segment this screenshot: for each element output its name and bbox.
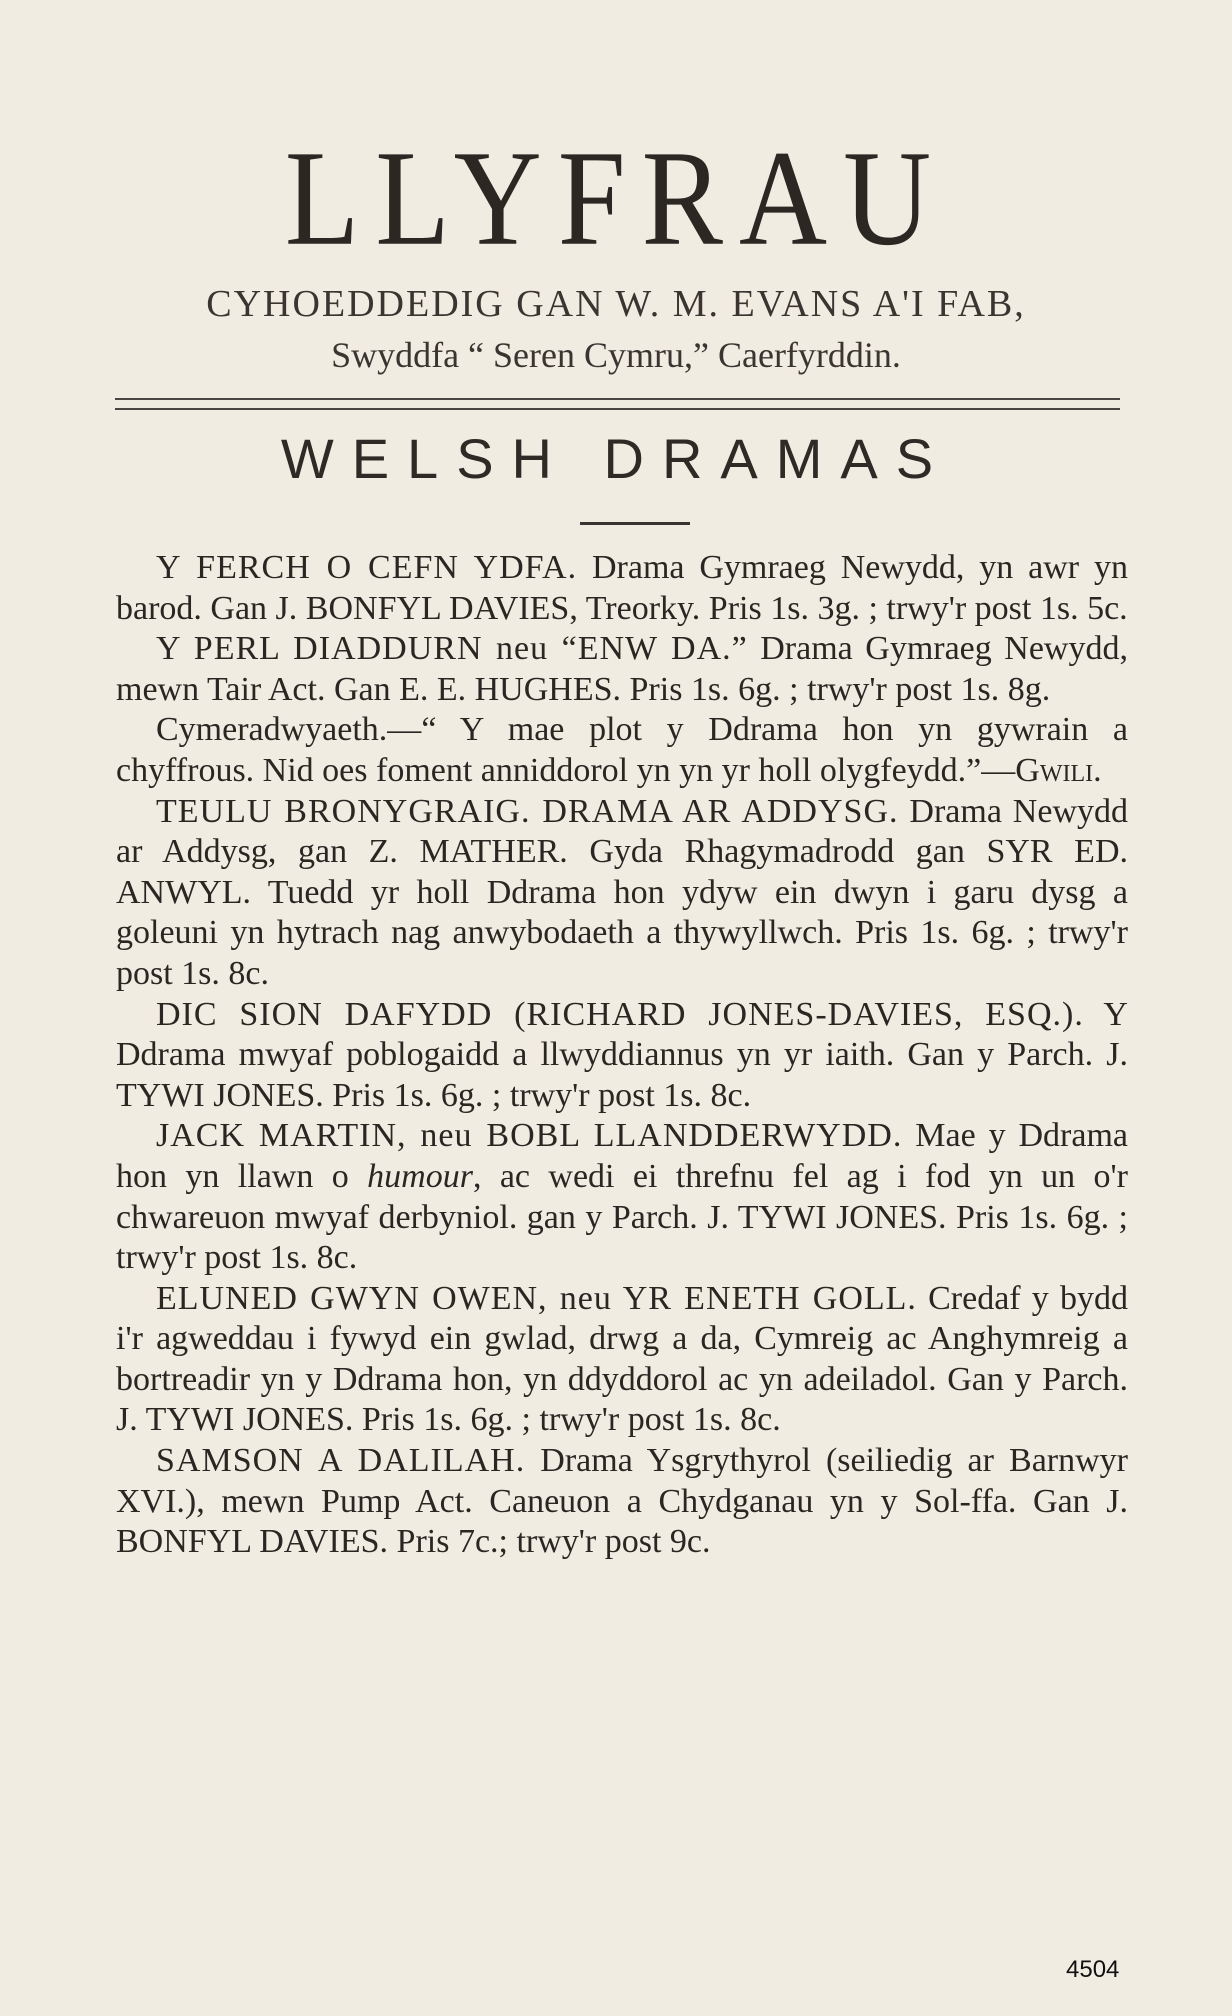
drama-description: Credaf y bydd i'r agweddau i fywyd ein gwlad, drwg a da, Cymreig ac Anghymreig a bortreadir yn y Ddrama hon, yn ddyddorol ac yn adeiladol. Gan y Parch. J. TYWI JONES. Pris 1s. 6g. ; trwy'r post 1s. 8c. [116,1279,1128,1439]
drama-list [116,548,1128,1563]
drama-title: SAMSON A DALILAH. [156,1442,526,1480]
drama-title: JACK MARTIN, neu BOBL LLANDDERWYDD. [156,1117,903,1155]
drama-entry [116,548,1128,629]
drama-title: Y PERL DIADDURN neu “ENW DA.” [156,630,748,668]
drama-description: Drama Gymraeg Newydd, yn awr yn barod. Gan J. BONFYL DAVIES, Treorky. Pris 1s. 3g. ; trwy'r post 1s. 5c. [116,549,1128,627]
drama-entry [116,1441,1128,1563]
drama-description-start: Mae y Ddrama hon yn llawn o [116,1117,1128,1195]
address-line: Swyddfa “ Seren Cymru,” Caerfyrddin. [331,335,901,375]
testimonial-quote: “ Y mae plot y Ddrama hon yn gywrain a chyffrous. Nid oes foment anniddorol yn yn yr holl olygfeydd.”— [116,711,1128,789]
drama-description: Drama Gymraeg Newydd, mewn Tair Act. Gan E. E. HUGHES. Pris 1s. 6g. ; trwy'r post 1s. 8g. [116,630,1128,708]
testimonial-label: Cymeradwyaeth.— [156,711,422,749]
drama-entry [116,792,1128,995]
drama-description: Drama Ysgrythyrol (seiliedig ar Barnwyr XVI.), mewn Pump Act. Caneuon a Chydganau yn y Sol-ffa. Gan J. BONFYL DAVIES. Pris 7c.; trwy'r post 9c. [116,1442,1128,1561]
drama-description: Drama Newydd ar Addysg, gan Z. MATHER. Gyda Rhagymadrodd gan SYR ED. ANWYL. Tuedd yr holl Ddrama hon ydyw ein dwyn i garu dysg a goleuni yn hytrach nag anwybodaeth a thywyllwch. Pris 1s. 6g. ; trwy'r post 1s. 8c. [116,792,1128,992]
publisher-line: CYHOEDDEDIG GAN W. M. EVANS A'I FAB, [206,283,1026,325]
short-rule-divider [580,522,690,525]
drama-title: Y FERCH O CEFN YDFA. [156,549,578,586]
drama-entry [116,629,1128,710]
page-number: 4504 [1066,1956,1120,1983]
drama-description-end: , ac wedi ei threfnu fel ag i fod yn un o'r chwareuon mwyaf derbyniol. gan y Parch. J. TYWI JONES. Pris 1s. 6g. ; trwy'r post 1s. 8c. [116,1157,1128,1277]
double-rule-divider [115,398,1120,410]
drama-title: TEULU BRONYGRAIG. DRAMA AR ADDYSG. [156,792,899,830]
drama-entry [116,995,1128,1117]
drama-description: Y Ddrama mwyaf poblogaidd a llwyddiannus yn yr iaith. Gan y Parch. J. TYWI JONES. Pris 1s. 6g. ; trwy'r post 1s. 8c. [116,995,1128,1114]
drama-title: ELUNED GWYN OWEN, neu YR ENETH GOLL. [156,1279,917,1317]
testimonial-signature: Gwili. [1015,751,1102,789]
drama-entry [116,1279,1128,1441]
testimonial-entry [116,710,1128,791]
drama-title: DIC SION DAFYDD (RICHARD JONES-DAVIES, ESQ.). [156,995,1084,1033]
section-heading: WELSH DRAMAS [280,427,952,490]
page-title: LLYFRAU [284,122,948,275]
drama-entry [116,1116,1128,1278]
drama-description-italic: humour [367,1157,473,1195]
